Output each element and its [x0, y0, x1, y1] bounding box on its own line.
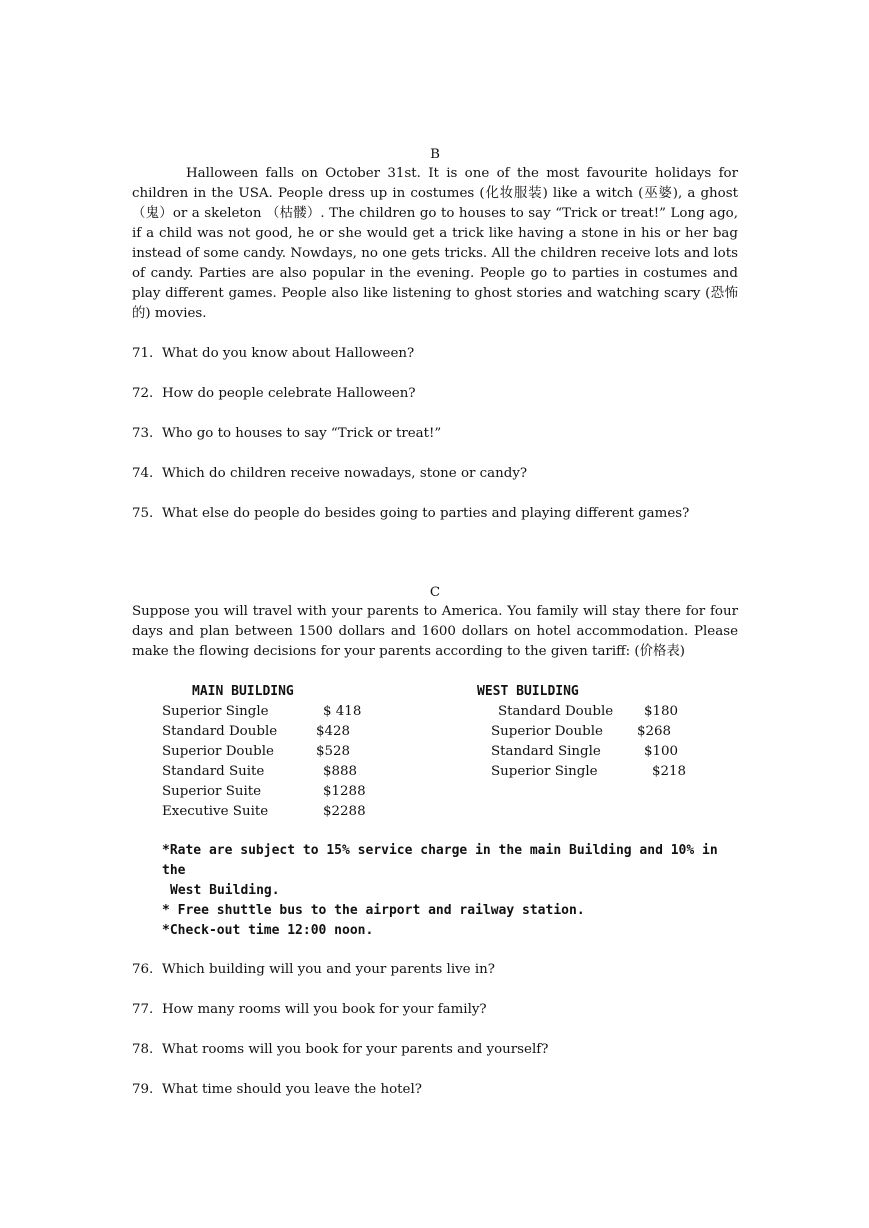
main-room-price: $528 — [316, 744, 351, 759]
main-room-name: Superior Single — [162, 704, 269, 719]
west-room-name: Superior Single — [491, 764, 598, 779]
worksheet-page — [132, 145, 738, 1100]
west-room-price: $268 — [637, 724, 672, 739]
section-c-questions — [132, 960, 738, 1100]
west-room-name: Standard Double — [498, 704, 614, 719]
main-building-title: MAIN BUILDING — [192, 684, 294, 699]
question-79: 79. What time should you leave the hotel? — [132, 1082, 422, 1097]
section-b-letter: B — [430, 147, 440, 162]
hotel-passage: Suppose you will travel with your parents to America. You family will stay there for four days and plan between 1500 dollars and 1600 dollars on hotel accommodation. Please make the flowing decisions for your parents according to the given tariff: (价格表) — [132, 604, 738, 659]
west-room-name: Superior Double — [491, 724, 603, 739]
section-c-letter: C — [429, 585, 441, 600]
main-room-name: Executive Suite — [162, 804, 269, 819]
question-78: 78. What rooms will you book for your parents and yourself? — [132, 1042, 549, 1057]
checkout-note: *Check-out time 12:00 noon. — [162, 923, 374, 938]
hotel-tariff — [132, 682, 738, 822]
main-room-price: $888 — [323, 764, 358, 779]
service-charge-note: *Rate are subject to 15% service charge in the main Building and 10% in the — [162, 843, 718, 878]
main-room-name: Superior Double — [162, 744, 274, 759]
main-room-price: $1288 — [323, 784, 366, 799]
shuttle-note: * Free shuttle bus to the airport and railway station. — [162, 903, 585, 918]
tariff-notes — [162, 841, 738, 941]
section-b-questions — [132, 344, 738, 524]
question-75: 75. What else do people do besides going to parties and playing different games? — [132, 506, 690, 521]
west-room-price: $180 — [644, 704, 679, 719]
halloween-passage: Halloween falls on October 31st. It is one of the most favourite holidays for children in the USA. People dress up in costumes (化妆服装) like a witch (巫婆), a ghost （鬼）or a skeleton （枯髅）. The children go to houses to say “Trick or treat!” Long ago, if a child was not good, he or she would get a trick like having a stone in his or her bag instead of some candy. Nowdays, no one gets tricks. All the children receive lots and lots of candy. Parties are also popular in the evening. People go to parties in costumes and play different games. People also like listening to ghost stories and watching scary (恐怖的) movies. — [132, 166, 738, 321]
question-74: 74. Which do children receive nowadays, stone or candy? — [132, 466, 528, 481]
main-room-price: $2288 — [323, 804, 366, 819]
west-room-name: Standard Single — [491, 744, 601, 759]
question-71: 71. What do you know about Halloween? — [132, 346, 415, 361]
west-room-price: $100 — [644, 744, 679, 759]
main-room-name: Standard Suite — [162, 764, 265, 779]
question-76: 76. Which building will you and your parents live in? — [132, 962, 495, 977]
question-73: 73. Who go to houses to say “Trick or treat!” — [132, 426, 442, 441]
west-room-price: $218 — [652, 764, 687, 779]
main-room-price: $428 — [316, 724, 351, 739]
main-room-name: Standard Double — [162, 724, 278, 739]
service-charge-note-cont: West Building. — [170, 883, 280, 898]
question-72: 72. How do people celebrate Halloween? — [132, 386, 416, 401]
question-77: 77. How many rooms will you book for your family? — [132, 1002, 487, 1017]
main-room-price: $ 418 — [323, 704, 362, 719]
main-room-name: Superior Suite — [162, 784, 262, 799]
west-building-title: WEST BUILDING — [477, 684, 579, 699]
